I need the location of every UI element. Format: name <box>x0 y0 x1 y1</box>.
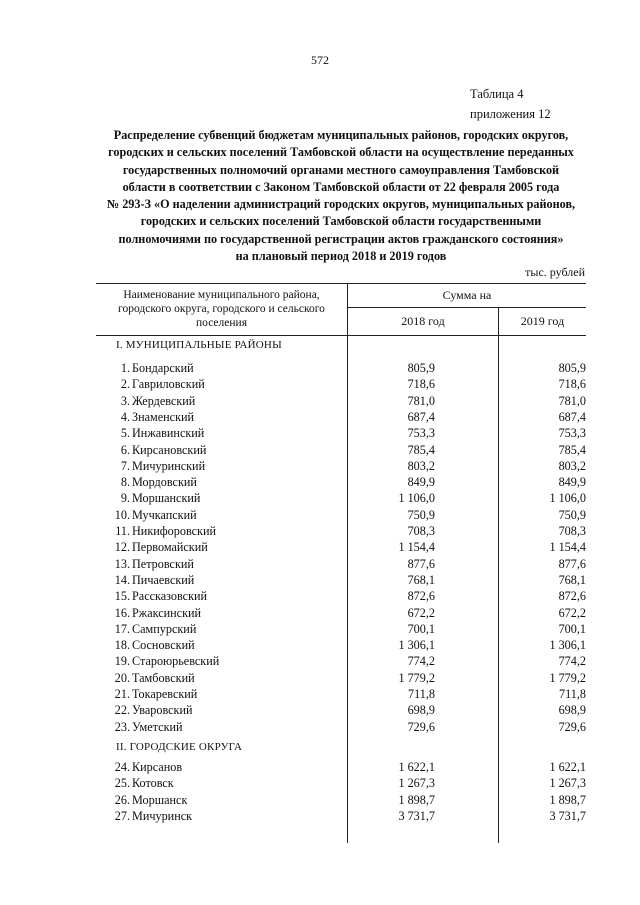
value-2019: 1 622,1 <box>549 760 586 774</box>
table-row <box>96 443 586 459</box>
value-2018: 1 106,0 <box>398 491 435 506</box>
header-year-2018: 2018 год <box>401 314 445 328</box>
row-number: 10. <box>114 507 130 522</box>
table-row <box>96 654 586 670</box>
table-row <box>96 703 586 719</box>
value-2018: 877,6 <box>407 556 435 571</box>
units-label: тыс. рублей <box>525 265 585 279</box>
row-number: 26. <box>114 792 130 807</box>
row-number: 23. <box>114 719 130 734</box>
value-2019: 1 306,1 <box>549 638 586 653</box>
value-2018: 729,6 <box>407 719 435 734</box>
table-row <box>96 720 586 736</box>
table-row <box>96 589 586 605</box>
row-name: Сампурский <box>132 621 197 636</box>
value-2018: 750,9 <box>407 507 435 522</box>
value-2019: 774,2 <box>558 654 586 669</box>
row-number: 7. <box>120 458 130 473</box>
title-line: государственных полномочий органами местного самоуправления Тамбовской <box>122 162 560 177</box>
section-heading-districts: I. МУНИЦИПАЛЬНЫЕ РАЙОНЫ <box>116 339 282 351</box>
row-number: 19. <box>114 654 130 669</box>
row-number: 1. <box>120 361 130 375</box>
value-2019: 687,4 <box>558 409 586 424</box>
row-name: Гавриловский <box>132 377 205 392</box>
header-name-line: поселения <box>196 317 247 329</box>
row-number: 21. <box>114 687 130 701</box>
value-2019: 729,6 <box>558 719 586 734</box>
title-line: области в соответствии с Законом Тамбовской области от 22 февраля 2005 года <box>122 179 560 194</box>
value-2019: 1 106,0 <box>549 491 586 506</box>
header-sub-rule <box>348 307 586 308</box>
row-name: Уваровский <box>132 703 193 718</box>
header-bottom-rule <box>96 335 586 336</box>
value-2019: 1 898,7 <box>549 792 586 807</box>
row-name: Знаменский <box>132 409 195 424</box>
value-2018: 700,1 <box>407 621 435 636</box>
row-number: 6. <box>120 442 130 457</box>
value-2019: 1 779,2 <box>549 670 586 685</box>
row-name: Жердевский <box>132 393 196 408</box>
row-name: Пичаевский <box>132 572 195 587</box>
table-row <box>96 459 586 475</box>
row-name: Рассказовский <box>132 589 208 604</box>
value-2018: 785,4 <box>407 442 435 457</box>
table-row <box>96 557 586 573</box>
table-row <box>96 573 586 589</box>
value-2019: 781,0 <box>558 393 586 408</box>
table-top-rule <box>96 283 586 284</box>
value-2019: 805,9 <box>558 361 586 375</box>
value-2018: 774,2 <box>407 654 435 669</box>
value-2018: 753,3 <box>407 426 435 441</box>
value-2019: 872,6 <box>558 589 586 604</box>
table-row <box>96 475 586 491</box>
value-2018: 872,6 <box>407 589 435 604</box>
table-row <box>96 776 586 792</box>
value-2019: 753,3 <box>558 426 586 441</box>
title-line: Распределение субвенций бюджетам муниципальных районов, городских округов, <box>113 128 569 142</box>
row-name: Моршанск <box>132 792 188 807</box>
title-line: городских и сельских поселений Тамбовской области на осуществление переданных <box>108 145 574 160</box>
table-row <box>96 394 586 410</box>
row-name: Мичуринск <box>132 808 193 823</box>
row-name: Котовск <box>132 776 174 791</box>
value-2018: 803,2 <box>407 458 435 473</box>
table-row <box>96 606 586 622</box>
row-name: Кирсанов <box>132 760 183 774</box>
table-reference <box>470 84 551 124</box>
appendix-label: приложения 12 <box>470 107 551 121</box>
value-2018: 687,4 <box>407 409 435 424</box>
table-row <box>96 491 586 507</box>
header-name-line: Наименование муниципального района, <box>123 289 320 301</box>
value-2018: 1 267,3 <box>398 776 435 791</box>
row-number: 14. <box>114 572 130 587</box>
value-2019: 718,6 <box>558 377 586 392</box>
value-2019: 708,3 <box>558 524 586 538</box>
value-2018: 768,1 <box>407 572 435 587</box>
table-row <box>96 687 586 703</box>
value-2018: 1 154,4 <box>398 540 435 555</box>
row-name: Инжавинский <box>132 426 205 441</box>
header-name-column <box>96 288 347 330</box>
value-2018: 849,9 <box>407 475 435 490</box>
header-name-line: городского округа, городского и сельского <box>118 303 325 315</box>
value-2019: 711,8 <box>559 687 586 701</box>
value-2018: 672,2 <box>407 605 435 620</box>
value-2018: 718,6 <box>407 377 435 392</box>
row-number: 5. <box>120 426 130 441</box>
value-2018: 1 779,2 <box>398 670 435 685</box>
row-name: Ржаксинский <box>132 605 202 620</box>
row-number: 12. <box>114 540 130 555</box>
row-number: 17. <box>114 621 130 636</box>
value-2019: 672,2 <box>558 605 586 620</box>
table-row <box>96 793 586 809</box>
value-2018: 1 306,1 <box>398 638 435 653</box>
page-number: 572 <box>311 53 329 67</box>
table-row <box>96 361 586 377</box>
row-number: 11. <box>115 524 130 538</box>
row-name: Мучкапский <box>132 507 197 522</box>
value-2019: 803,2 <box>558 458 586 473</box>
value-2019: 785,4 <box>558 442 586 457</box>
section-heading-city-districts: II. ГОРОДСКИЕ ОКРУГА <box>116 741 243 753</box>
table-row <box>96 638 586 654</box>
value-2019: 3 731,7 <box>549 808 586 823</box>
table-row <box>96 410 586 426</box>
row-name: Староюрьевский <box>132 654 220 669</box>
row-name: Никифоровский <box>132 524 217 538</box>
value-2018: 781,0 <box>407 393 435 408</box>
value-2019: 849,9 <box>558 475 586 490</box>
title-line: на плановый период 2018 и 2019 годов <box>235 249 447 264</box>
row-name: Тамбовский <box>132 670 195 685</box>
row-number: 3. <box>120 393 130 408</box>
row-name: Токаревский <box>132 687 198 701</box>
row-number: 22. <box>114 703 130 718</box>
row-name: Моршанский <box>132 491 201 506</box>
value-2018: 1 898,7 <box>398 792 435 807</box>
row-number: 25. <box>114 776 130 791</box>
table-row <box>96 809 586 825</box>
header-year-2019: 2019 год <box>520 314 565 328</box>
value-2018: 805,9 <box>407 361 435 375</box>
title-line: полномочиями по государственной регистрации актов гражданского состояния» <box>118 231 564 246</box>
value-2018: 1 622,1 <box>398 760 435 774</box>
row-number: 4. <box>120 409 130 424</box>
row-number: 2. <box>120 377 130 392</box>
row-name: Сосновский <box>132 638 195 653</box>
value-2019: 698,9 <box>558 703 586 718</box>
row-name: Первомайский <box>132 540 208 555</box>
table-row <box>96 671 586 687</box>
row-number: 15. <box>114 589 130 604</box>
row-number: 16. <box>114 605 130 620</box>
table-row <box>96 508 586 524</box>
row-name: Бондарский <box>132 361 194 375</box>
title-line: № 293-З «О наделении администраций городских округов, муниципальных районов, <box>106 197 576 212</box>
value-2019: 1 154,4 <box>549 540 586 555</box>
row-number: 13. <box>114 556 130 571</box>
row-number: 18. <box>114 638 130 653</box>
row-number: 9. <box>120 491 130 506</box>
document-title <box>96 127 586 265</box>
header-sum: Сумма на <box>442 288 492 302</box>
table-label: Таблица 4 <box>470 87 524 101</box>
row-number: 27. <box>114 808 130 823</box>
value-2019: 1 267,3 <box>549 776 586 791</box>
table-row <box>96 426 586 442</box>
value-2019: 768,1 <box>558 572 586 587</box>
row-name: Мордовский <box>132 475 197 490</box>
table-row <box>96 760 586 776</box>
row-number: 8. <box>120 475 130 490</box>
value-2018: 708,3 <box>407 524 435 538</box>
value-2019: 700,1 <box>558 621 586 636</box>
value-2018: 698,9 <box>407 703 435 718</box>
value-2019: 877,6 <box>558 556 586 571</box>
value-2019: 750,9 <box>558 507 586 522</box>
row-name: Уметский <box>132 719 183 734</box>
table-row <box>96 540 586 556</box>
title-line: городских и сельских поселений Тамбовской области государственными <box>140 214 542 229</box>
row-name: Кирсановский <box>132 442 207 457</box>
table-row <box>96 622 586 638</box>
row-number: 24. <box>114 760 130 774</box>
value-2018: 3 731,7 <box>398 808 435 823</box>
table-row <box>96 524 586 540</box>
value-2018: 711,8 <box>408 687 435 701</box>
subvention-table <box>96 283 586 843</box>
table-row <box>96 377 586 393</box>
row-name: Петровский <box>132 556 194 571</box>
row-number: 20. <box>114 670 130 685</box>
row-name: Мичуринский <box>132 458 206 473</box>
